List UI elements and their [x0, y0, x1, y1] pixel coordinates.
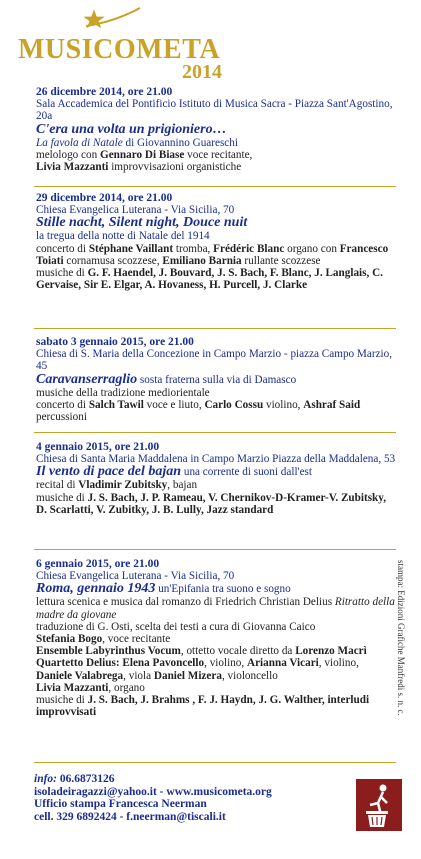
event-line	[36, 645, 396, 657]
text-run: , violino,	[204, 657, 247, 670]
printer-credit-text: stampa: Edizioni Grafiche Manfredi s. n. c.	[396, 560, 406, 716]
text-run: musiche di	[36, 267, 88, 280]
text-run: , voce recitante	[102, 633, 171, 646]
event-title-line	[36, 465, 396, 479]
text-run: percussioni	[36, 411, 87, 424]
text-run: traduzione di G. Osti, scelta dei testi a cura di Giovanna Caico	[36, 620, 316, 633]
event-line	[36, 387, 396, 399]
text-run: Vladimir Zubitsky	[78, 479, 168, 492]
text-run: Daniel Mizera	[153, 669, 222, 682]
info-label: info:	[34, 773, 57, 785]
event-date: 26 dicembre 2014, ore 21.00	[36, 86, 173, 98]
text-run: Ashraf Said	[303, 398, 361, 411]
text-run: lettura scenica e musica dal romanzo di Friedrich Christian Delius	[36, 596, 335, 609]
event-title-rest: un'Epifania tra suono e sogno	[155, 583, 291, 596]
text-run: concerto di	[36, 398, 89, 411]
text-run: Livia Mazzanti	[36, 161, 109, 174]
festival-year: 2014	[182, 61, 222, 83]
event-4	[36, 441, 396, 516]
event-title: C'era una volta un prigioniero…	[36, 121, 227, 137]
event-line	[36, 633, 396, 645]
event-date: 4 gennaio 2015, ore 21.00	[36, 441, 160, 453]
event-1	[36, 86, 396, 173]
text-run: melologo con	[36, 148, 101, 161]
text-run: musiche di	[36, 491, 88, 504]
event-title: Il vento di pace del bajan	[36, 464, 182, 480]
event-line	[36, 267, 396, 291]
text-run: tromba,	[173, 242, 214, 255]
event-lines	[36, 149, 396, 173]
event-date: sabato 3 gennaio 2015, ore 21.00	[36, 336, 194, 348]
text-run: Salch Tawil	[88, 398, 144, 411]
text-run: Ensemble Labyrinthus Vocum	[36, 645, 181, 658]
event-title: Caravanserraglio	[36, 371, 138, 387]
text-run: musiche della tradizione mediorientale	[36, 386, 210, 399]
text-run: , violoncello	[221, 669, 278, 682]
text-run: , organo	[108, 681, 145, 694]
event-title-line	[36, 582, 396, 596]
text-run: Gennaro Di Biase	[100, 148, 185, 161]
text-run: voce e liuto,	[143, 398, 205, 411]
recycle-bin-icon	[356, 779, 402, 831]
event-title-line	[36, 373, 396, 387]
event-title-rest: sosta fraterna sulla via di Damasco	[137, 373, 297, 386]
event-subtitle	[36, 137, 396, 149]
cell-line: cell. 329 6892424 - f.neerman@tiscali.it	[34, 810, 226, 823]
text-run: Livia Mazzanti	[36, 681, 109, 694]
event-venue: Chiesa di Santa Maria Maddalena in Campo Marzio Piazza della Maddalena, 53	[36, 453, 396, 466]
festival-title: MUSICOMETA	[18, 34, 221, 65]
subtitle-italic: La favola di Natale	[36, 136, 123, 149]
event-line	[36, 149, 396, 161]
event-line	[36, 399, 396, 423]
event-line	[36, 621, 396, 633]
comet-star-icon	[84, 4, 144, 38]
event-title-rest: una corrente di suoni dall'est	[181, 466, 312, 479]
info-line	[34, 773, 364, 786]
event-line	[36, 694, 396, 718]
event-line	[36, 596, 396, 620]
text-run: Carlo Cossu	[204, 398, 264, 411]
text-run: organo con	[284, 242, 340, 255]
divider	[34, 186, 396, 187]
text-run: G. F. Haendel, J. Bouvard, J. S. Bach, F. Blanc, J. Langlais, C. Gervaise, Sir E. Elgar, A. Hovaness, H. Purcell, J. Clarke	[36, 267, 383, 292]
event-lines	[36, 596, 396, 718]
text-run: , violino,	[318, 657, 359, 670]
text-run: , bajan	[167, 479, 198, 492]
text-run: Daniele Valabrega	[36, 669, 124, 682]
text-run: Francesco Toiati	[36, 242, 389, 267]
event-5	[36, 558, 396, 718]
event-line	[36, 682, 396, 694]
event-3	[36, 336, 396, 423]
event-title: Roma, gennaio 1943	[36, 581, 156, 597]
event-title: Stille nacht, Silent night, Douce nuit	[36, 215, 248, 231]
text-run: cornamusa scozzese,	[63, 254, 163, 267]
event-line	[36, 492, 396, 516]
email-web-line: isoladeiragazzi@yahoo.it - www.musicometa.org	[34, 785, 272, 798]
text-run: J. S. Bach, J. P. Rameau, V. Chernikov-D-Kramer-V. Zubitsky, D. Scarlatti, V. Zubitky, J. B. Lully, Jazz standard	[36, 491, 387, 516]
printer-credit	[394, 560, 408, 770]
event-2	[36, 192, 396, 291]
press-office-line: Ufficio stampa Francesca Neerman	[34, 798, 207, 810]
text-run: violino,	[263, 398, 304, 411]
text-run: Arianna Vicari	[247, 657, 319, 670]
contact-footer	[34, 773, 364, 823]
text-run: Emiliano Barnia	[162, 254, 242, 267]
text-run: voce recitante,	[184, 148, 253, 161]
text-run: rullante scozzese	[241, 254, 321, 267]
text-run: concerto di	[36, 242, 89, 255]
text-run: , ottetto vocale diretto da	[180, 645, 296, 658]
text-run: improvvisazioni organistiche	[108, 161, 242, 174]
event-line	[36, 161, 396, 173]
event-venue: Chiesa Evangelica Luterana - Via Sicilia, 70	[36, 204, 235, 217]
text-run: Quartetto Delius: Elena Pavoncello	[36, 657, 205, 670]
event-venue: Sala Accademica del Pontificio Istituto di Musica Sacra - Piazza Sant'Agostino, 20a	[36, 98, 393, 123]
event-date: 6 gennaio 2015, ore 21.00	[36, 558, 160, 570]
divider	[34, 762, 396, 763]
text-run: musiche di	[36, 694, 88, 707]
event-venue: Chiesa Evangelica Luterana - Via Sicilia, 70	[36, 570, 235, 583]
event-line	[36, 657, 396, 681]
event-lines	[36, 387, 396, 424]
text-run: , viola	[123, 669, 154, 682]
subtitle-rest: di Giovannino Guareschi	[122, 136, 238, 149]
text-run: J. S. Bach, J. Brahms , F. J. Haydn, J. G. Walther, interludi improvvisati	[36, 694, 370, 719]
event-venue: Chiesa di S. Maria della Concezione in Campo Marzio - piazza Campo Marzio, 45	[36, 348, 393, 373]
text-run: Lorenzo Macrì	[295, 645, 367, 658]
text-run: recital di	[36, 479, 79, 492]
divider	[34, 432, 396, 433]
divider	[34, 549, 396, 550]
info-phone: 06.6873126	[57, 773, 115, 785]
event-subtitle: la tregua della notte di Natale del 1914	[36, 230, 210, 243]
text-run: Ritratto della madre da giovane	[36, 596, 395, 621]
event-line	[36, 243, 396, 267]
text-run: Stéphane Vaillant	[88, 242, 174, 255]
event-date: 29 dicembre 2014, ore 21.00	[36, 192, 173, 204]
text-run: Stefania Bogo	[36, 633, 103, 646]
event-lines	[36, 243, 396, 292]
event-lines	[36, 479, 396, 516]
divider	[34, 328, 396, 329]
text-run: Frédéric Blanc	[213, 242, 285, 255]
event-line	[36, 479, 396, 491]
